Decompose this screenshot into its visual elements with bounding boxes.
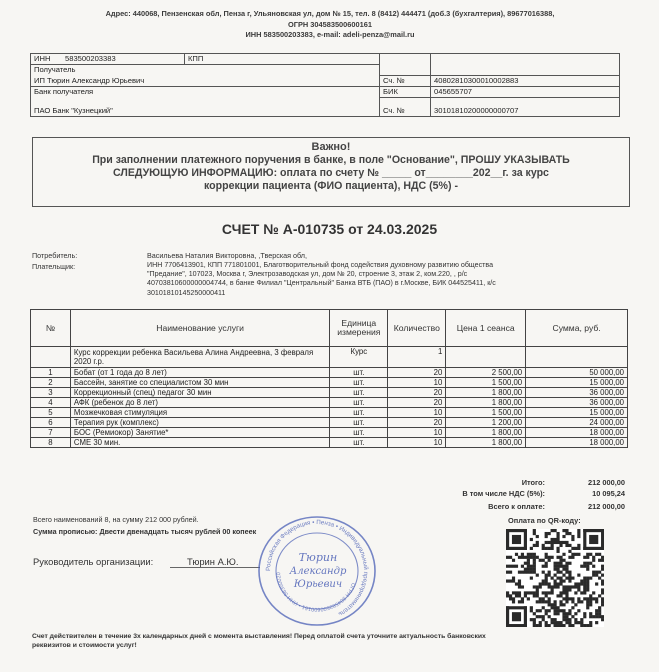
payer-label: Плательщик: xyxy=(32,262,76,271)
row-price: 1 200,00 xyxy=(446,418,526,428)
row-name: БОС (Ремиокор) Занятие* xyxy=(70,428,329,438)
row-name: АФК (ребенок до 8 лет) xyxy=(70,398,329,408)
row-unit: шт. xyxy=(330,438,388,448)
pay-label: Всего к оплате: xyxy=(488,502,545,511)
account-label: Сч. № xyxy=(380,75,431,86)
row-qty: 10 xyxy=(388,378,446,388)
row-name: Бобат (от 1 года до 8 лет) xyxy=(70,368,329,378)
row-unit: шт. xyxy=(330,368,388,378)
row-price: 1 800,00 xyxy=(446,428,526,438)
table-row xyxy=(31,438,628,448)
table-row xyxy=(31,428,628,438)
row-name: Коррекционный (спец) педагог 30 мин xyxy=(70,388,329,398)
total-value: 212 000,00 xyxy=(588,478,625,487)
amount-in-words: Сумма прописью: Двести двенадцать тысяч рублей 00 копеек xyxy=(33,527,257,536)
consumer-value: Васильева Наталия Викторовна, ,Тверская обл, xyxy=(147,251,307,260)
payer-line-2: "Предание", 107023, Москва г, Электрозаводская ул, дом № 20, строение 3, этаж 2, ком.220, , р/с xyxy=(147,270,468,279)
invoice-title: СЧЕТ № А-010735 от 24.03.2025 xyxy=(221,221,438,237)
course-name: Курс коррекции ребенка Васильева Алина Андреевна, 3 февраля 2020 г.р. xyxy=(70,347,329,368)
notice-line-1: При заполнении платежного поручения в банке, в поле "Основание", ПРОШУ УКАЗЫВАТЬ xyxy=(92,154,570,166)
row-qty: 20 xyxy=(388,368,446,378)
qr-label: Оплата по QR-коду: xyxy=(508,516,581,525)
row-price: 1 800,00 xyxy=(446,438,526,448)
row-no: 2 xyxy=(31,378,71,388)
row-sum: 15 000,00 xyxy=(526,408,628,418)
row-unit: шт. xyxy=(330,388,388,398)
stamp-name-1: Тюрин xyxy=(298,551,338,564)
row-unit: шт. xyxy=(330,428,388,438)
bank-name: ПАО Банк "Кузнецкий" xyxy=(31,106,380,117)
table-row xyxy=(31,388,628,398)
table-header-row xyxy=(31,310,628,347)
row-sum: 36 000,00 xyxy=(526,398,628,408)
course-row xyxy=(31,347,628,368)
bik-label: БИК xyxy=(380,86,431,97)
row-qty: 20 xyxy=(388,398,446,408)
payer-details xyxy=(147,261,617,298)
total-label: Итого: xyxy=(521,478,545,487)
row-no: 3 xyxy=(31,388,71,398)
bank-label: Банк получателя xyxy=(31,86,380,97)
payment-qr-code xyxy=(506,529,604,627)
course-unit: Курс xyxy=(330,347,388,368)
inn-value: 583500203383 xyxy=(62,54,185,65)
account-value: 40802810300010002883 xyxy=(431,75,620,86)
payment-notice-box xyxy=(32,137,630,207)
consumer-label: Потребитель: xyxy=(32,251,78,260)
row-no: 8 xyxy=(31,438,71,448)
col-header-name: Наименование услуги xyxy=(70,310,329,347)
payer-line-1: ИНН 7706413901, КПП 771801001, Благотворительный фонд содействия духовному развитию общества xyxy=(147,261,494,269)
header-ogrn: ОГРН 304583500600161 xyxy=(288,20,372,29)
table-row xyxy=(31,418,628,428)
notice-line-3: коррекции пациента (ФИО пациента), НДС (5%) - xyxy=(204,180,458,192)
corr-value: 30101810200000000707 xyxy=(431,106,620,117)
stamp-ring-text: Российская Федерация • Пенза • Индивидуальный предприниматель xyxy=(264,518,370,618)
col-header-unit: Единица измерения xyxy=(330,310,388,347)
recipient-name: ИП Тюрин Александр Юрьевич xyxy=(31,75,380,86)
row-unit: шт. xyxy=(330,398,388,408)
row-price: 1 800,00 xyxy=(446,398,526,408)
row-sum: 50 000,00 xyxy=(526,368,628,378)
services-table xyxy=(30,309,628,448)
row-no: 1 xyxy=(31,368,71,378)
table-row xyxy=(31,398,628,408)
fine-print-1: Счет действителен в течение 3х календарных дней с момента выставления! Перед оплатой счета уточните актуальность банковских xyxy=(32,633,486,640)
row-qty: 10 xyxy=(388,438,446,448)
notice-title: Важно! xyxy=(311,141,351,153)
head-label: Руководитель организации: xyxy=(33,556,154,567)
row-sum: 24 000,00 xyxy=(526,418,628,428)
col-header-sum: Сумма, руб. xyxy=(526,310,628,347)
payer-line-3: 40703810600000004744, в банке Филиал "Центральный" Банка ВТБ (ПАО) в г.Москве, БИК 044525411, к/с xyxy=(147,279,496,288)
row-sum: 18 000,00 xyxy=(526,438,628,448)
header-inn-email: ИНН 583500203383, e-mail: adeli-penza@mail.ru xyxy=(245,30,415,39)
header-address: Адрес: 440068, Пензенская обл, Пенза г, Ульяновская ул, дом № 15, тел. 8 (8412) 444471 (доб.3 (бухгалтерия), 89677016388, xyxy=(105,9,555,18)
row-price: 2 500,00 xyxy=(446,368,526,378)
table-row xyxy=(31,368,628,378)
stamp-name-3: Юрьевич xyxy=(293,579,343,590)
row-sum: 15 000,00 xyxy=(526,378,628,388)
row-name: Мозжечковая стимуляция xyxy=(70,408,329,418)
row-sum: 36 000,00 xyxy=(526,388,628,398)
head-name: Тюрин А.Ю. xyxy=(187,556,239,567)
col-header-price: Цена 1 сеанса xyxy=(446,310,526,347)
row-qty: 10 xyxy=(388,428,446,438)
row-no: 4 xyxy=(31,398,71,408)
row-unit: шт. xyxy=(330,378,388,388)
bank-details-table xyxy=(30,53,620,117)
row-unit: шт. xyxy=(330,408,388,418)
row-no: 6 xyxy=(31,418,71,428)
row-unit: шт. xyxy=(330,418,388,428)
row-price: 1 500,00 xyxy=(446,408,526,418)
table-row xyxy=(31,408,628,418)
row-sum: 18 000,00 xyxy=(526,428,628,438)
row-name: Бассейн, занятие со специалистом 30 мин xyxy=(70,378,329,388)
corr-label: Сч. № xyxy=(380,106,431,117)
seal-stamp xyxy=(252,513,382,629)
col-header-qty: Количество xyxy=(388,310,446,347)
bik-value: 045655707 xyxy=(431,86,620,97)
row-name: СМЕ 30 мин. xyxy=(70,438,329,448)
col-header-no: № xyxy=(31,310,71,347)
stamp-name-2: Александр xyxy=(289,566,347,577)
fine-print-2: реквизитов и стоимости услуг! xyxy=(32,642,137,649)
signature-line xyxy=(170,567,260,568)
row-qty: 20 xyxy=(388,418,446,428)
vat-label: В том числе НДС (5%): xyxy=(462,489,545,498)
row-no: 5 xyxy=(31,408,71,418)
row-qty: 20 xyxy=(388,388,446,398)
notice-line-2: СЛЕДУЮЩУЮ ИНФОРМАЦИЮ: оплата по счету № _____ от________202__г. за курс xyxy=(113,167,549,179)
table-row xyxy=(31,378,628,388)
vat-value: 10 095,24 xyxy=(592,489,625,498)
row-no: 7 xyxy=(31,428,71,438)
pay-value: 212 000,00 xyxy=(588,502,625,511)
payer-line-4: 30101810145250000411 xyxy=(147,288,226,297)
inn-label: ИНН xyxy=(31,54,63,65)
items-count-line: Всего наименований 8, на сумму 212 000 рублей. xyxy=(33,515,199,524)
course-qty: 1 xyxy=(388,347,446,368)
row-price: 1 500,00 xyxy=(446,378,526,388)
row-name: Терапия рук (комплекс) xyxy=(70,418,329,428)
kpp-label: КПП xyxy=(185,54,380,65)
row-qty: 10 xyxy=(388,408,446,418)
stamp-ogrn-text: ОГРН 304583500600161 • ИНН 58350020 xyxy=(275,572,356,613)
recipient-label: Получатель xyxy=(31,65,380,76)
row-price: 1 800,00 xyxy=(446,388,526,398)
